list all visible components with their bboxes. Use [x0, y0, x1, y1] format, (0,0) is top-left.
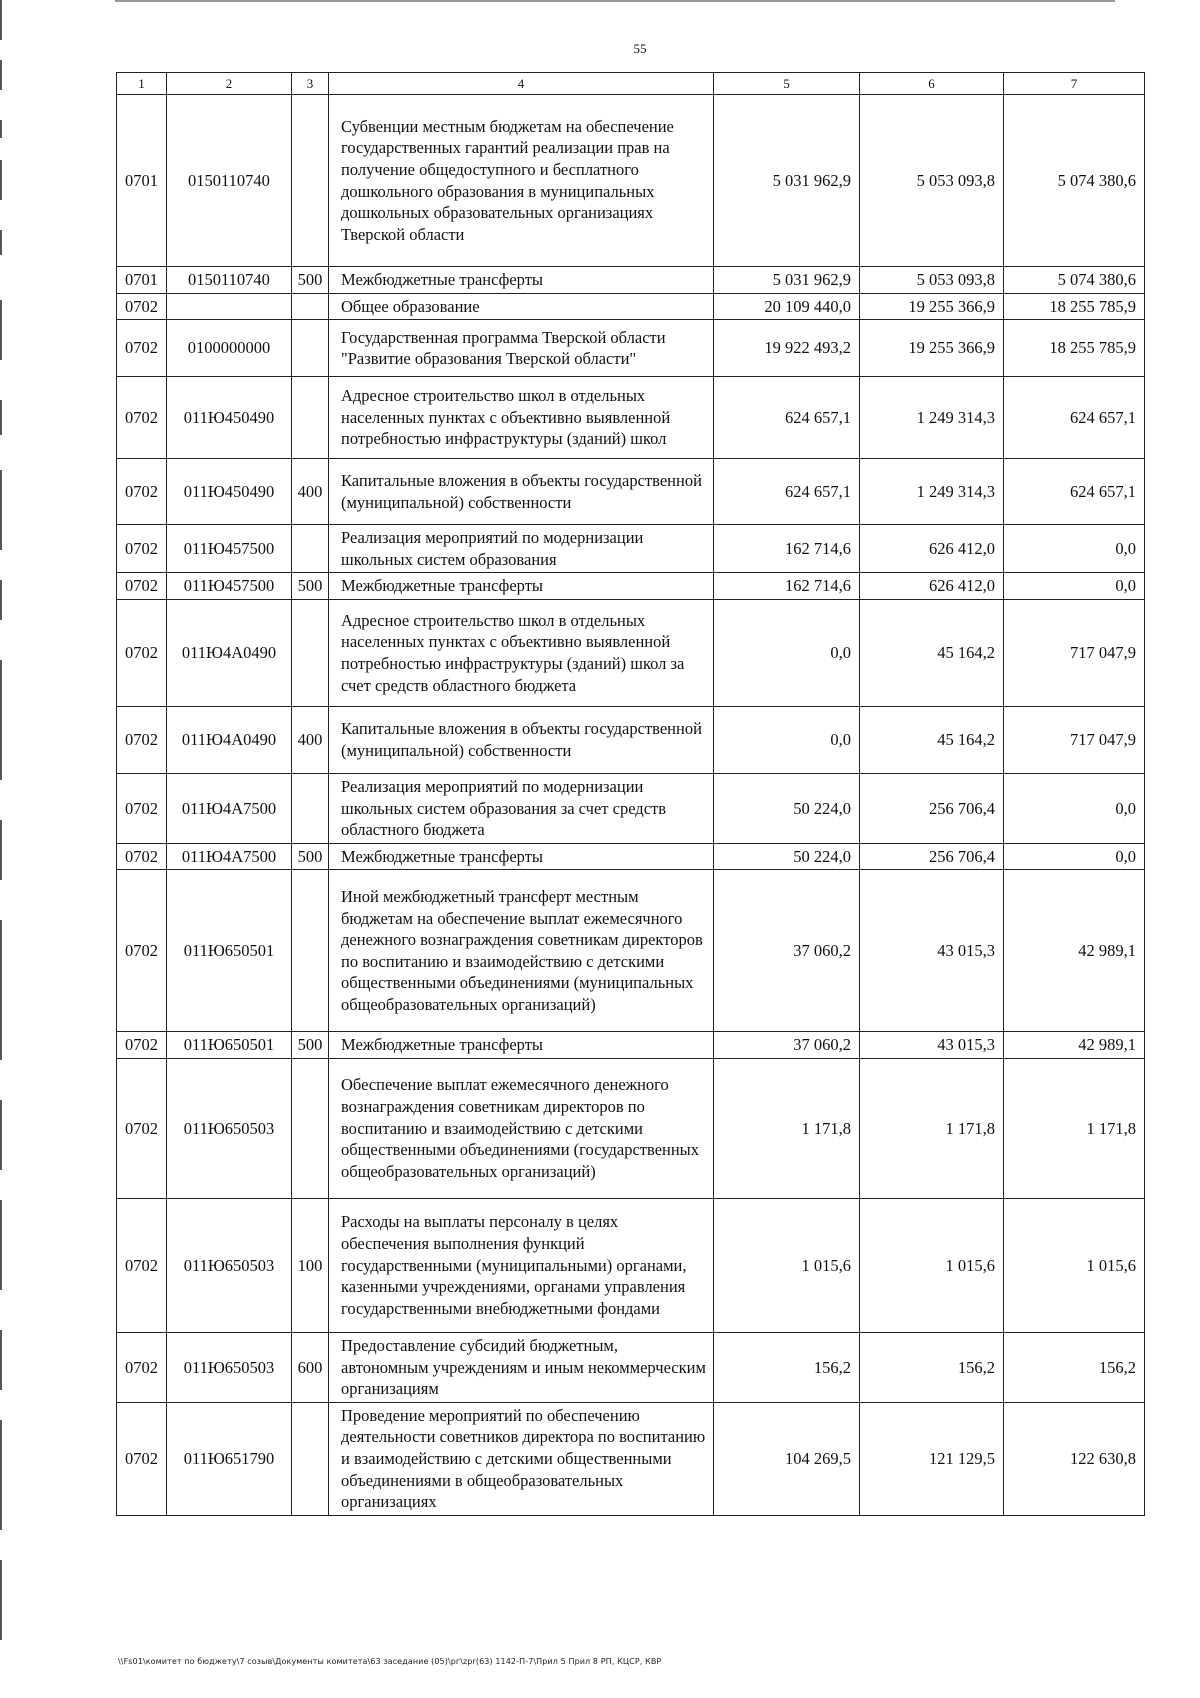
amount-year-3-cell: 1 171,8 — [1004, 1058, 1145, 1198]
expense-type-cell — [292, 870, 329, 1032]
amount-year-2-cell: 19 255 366,9 — [860, 293, 1004, 320]
target-article-cell: 011Ю650503 — [167, 1058, 292, 1198]
amount-year-3-cell: 42 989,1 — [1004, 1032, 1145, 1059]
amount-year-3-cell: 0,0 — [1004, 773, 1145, 843]
section-code-cell: 0702 — [117, 1198, 167, 1332]
scan-edge-dash — [0, 660, 2, 780]
item-name-cell: Обеспечение выплат ежемесячного денежного вознаграждения советникам директоров по воспитанию и взаимодействию с детскими общественными объединениями (государственных общеобразовательных организаций) — [329, 1058, 714, 1198]
amount-year-1-cell: 162 714,6 — [714, 525, 860, 573]
item-name-cell: Предоставление субсидий бюджетным, автономным учреждениям и иным некоммерческим организациям — [329, 1332, 714, 1402]
amount-year-1-cell: 0,0 — [714, 706, 860, 773]
expense-type-cell — [292, 773, 329, 843]
amount-year-1-cell: 1 171,8 — [714, 1058, 860, 1198]
target-article-cell: 011Ю651790 — [167, 1402, 292, 1515]
table-row — [117, 377, 1145, 459]
amount-year-2-cell: 256 706,4 — [860, 843, 1004, 870]
column-number-4: 4 — [329, 73, 714, 95]
amount-year-1-cell: 19 922 493,2 — [714, 320, 860, 377]
amount-year-1-cell: 37 060,2 — [714, 1032, 860, 1059]
section-code-cell: 0702 — [117, 459, 167, 525]
section-code-cell: 0702 — [117, 599, 167, 706]
amount-year-3-cell: 0,0 — [1004, 573, 1145, 600]
target-article-cell: 011Ю4А0490 — [167, 599, 292, 706]
scan-edge-dash — [0, 120, 2, 138]
table-row — [117, 1198, 1145, 1332]
amount-year-1-cell: 20 109 440,0 — [714, 293, 860, 320]
amount-year-1-cell: 0,0 — [714, 599, 860, 706]
amount-year-2-cell: 1 249 314,3 — [860, 459, 1004, 525]
target-article-cell: 011Ю457500 — [167, 573, 292, 600]
item-name-cell: Расходы на выплаты персоналу в целях обеспечения выполнения функций государственными (муниципальными) органами, казенными учреждениями, органами управления государственными внебюджетными фондами — [329, 1198, 714, 1332]
column-number-1: 1 — [117, 73, 167, 95]
amount-year-2-cell: 19 255 366,9 — [860, 320, 1004, 377]
section-code-cell: 0702 — [117, 293, 167, 320]
section-code-cell: 0701 — [117, 267, 167, 294]
table-row — [117, 95, 1145, 267]
target-article-cell: 011Ю4А7500 — [167, 843, 292, 870]
item-name-cell: Иной межбюджетный трансферт местным бюджетам на обеспечение выплат ежемесячного денежного вознаграждения советникам директоров по воспитанию и взаимодействию с детскими общественными объединениями (муниципальных общеобразовательных организаций) — [329, 870, 714, 1032]
scan-edge-dash — [0, 230, 2, 255]
amount-year-3-cell: 5 074 380,6 — [1004, 267, 1145, 294]
scan-edge-dash — [0, 60, 2, 90]
table-row — [117, 267, 1145, 294]
amount-year-2-cell: 1 015,6 — [860, 1198, 1004, 1332]
amount-year-2-cell: 1 249 314,3 — [860, 377, 1004, 459]
expense-type-cell: 400 — [292, 706, 329, 773]
scan-edge-dash — [0, 1100, 2, 1170]
item-name-cell: Субвенции местным бюджетам на обеспечение государственных гарантий реализации прав на получение общедоступного и бесплатного дошкольного образования в муниципальных дошкольных образовательных организациях Тверской области — [329, 95, 714, 267]
expense-type-cell: 500 — [292, 843, 329, 870]
amount-year-2-cell: 43 015,3 — [860, 1032, 1004, 1059]
section-code-cell: 0702 — [117, 843, 167, 870]
table-row — [117, 525, 1145, 573]
expense-type-cell: 600 — [292, 1332, 329, 1402]
item-name-cell: Межбюджетные трансферты — [329, 843, 714, 870]
amount-year-2-cell: 43 015,3 — [860, 870, 1004, 1032]
amount-year-1-cell: 50 224,0 — [714, 773, 860, 843]
section-code-cell: 0702 — [117, 525, 167, 573]
item-name-cell: Межбюджетные трансферты — [329, 573, 714, 600]
column-number-2: 2 — [167, 73, 292, 95]
target-article-cell: 0150110740 — [167, 95, 292, 267]
expense-type-cell: 500 — [292, 573, 329, 600]
target-article-cell: 011Ю457500 — [167, 525, 292, 573]
section-code-cell: 0702 — [117, 870, 167, 1032]
target-article-cell: 011Ю650501 — [167, 1032, 292, 1059]
amount-year-2-cell: 1 171,8 — [860, 1058, 1004, 1198]
scan-edge-line — [115, 0, 1115, 2]
item-name-cell: Межбюджетные трансферты — [329, 267, 714, 294]
item-name-cell: Адресное строительство школ в отдельных населенных пунктах с объективно выявленной потребностью инфраструктуры (зданий) школ — [329, 377, 714, 459]
expense-type-cell: 400 — [292, 459, 329, 525]
amount-year-3-cell: 0,0 — [1004, 525, 1145, 573]
item-name-cell: Адресное строительство школ в отдельных населенных пунктах с объективно выявленной потребностью инфраструктуры (зданий) школ за счет средств областного бюджета — [329, 599, 714, 706]
amount-year-3-cell: 0,0 — [1004, 843, 1145, 870]
target-article-cell: 011Ю4А0490 — [167, 706, 292, 773]
table-row — [117, 1402, 1145, 1515]
scan-edge-dash — [0, 0, 2, 40]
scan-edge-dash — [0, 920, 2, 1060]
table-row — [117, 1058, 1145, 1198]
section-code-cell: 0702 — [117, 1402, 167, 1515]
amount-year-3-cell: 1 015,6 — [1004, 1198, 1145, 1332]
table-row — [117, 1032, 1145, 1059]
scan-edge-dash — [0, 400, 2, 435]
item-name-cell: Государственная программа Тверской области "Развитие образования Тверской области" — [329, 320, 714, 377]
scan-edge-dash — [0, 160, 2, 200]
scan-edge-dash — [0, 470, 2, 550]
target-article-cell — [167, 293, 292, 320]
amount-year-2-cell: 626 412,0 — [860, 525, 1004, 573]
amount-year-1-cell: 156,2 — [714, 1332, 860, 1402]
section-code-cell: 0702 — [117, 1032, 167, 1059]
scan-edge-marks — [0, 0, 3, 1698]
target-article-cell: 011Ю450490 — [167, 459, 292, 525]
section-code-cell: 0702 — [117, 377, 167, 459]
expense-type-cell — [292, 1402, 329, 1515]
item-name-cell: Капитальные вложения в объекты государственной (муниципальной) собственности — [329, 459, 714, 525]
expense-type-cell — [292, 320, 329, 377]
table-row — [117, 773, 1145, 843]
expense-type-cell — [292, 377, 329, 459]
amount-year-1-cell: 5 031 962,9 — [714, 95, 860, 267]
amount-year-3-cell: 5 074 380,6 — [1004, 95, 1145, 267]
amount-year-2-cell: 45 164,2 — [860, 599, 1004, 706]
amount-year-3-cell: 717 047,9 — [1004, 706, 1145, 773]
amount-year-3-cell: 624 657,1 — [1004, 459, 1145, 525]
footer-file-path: \\Fs01\комитет по бюджету\7 созыв\Документы комитета\63 заседание (05)\рг\zpr(63) 1142-П-7\Прил 5 Прил 8 РП, КЦСР, КВР — [118, 1657, 662, 1666]
table-row — [117, 843, 1145, 870]
expense-type-cell: 100 — [292, 1198, 329, 1332]
column-number-3: 3 — [292, 73, 329, 95]
target-article-cell: 0150110740 — [167, 267, 292, 294]
amount-year-1-cell: 50 224,0 — [714, 843, 860, 870]
amount-year-3-cell: 717 047,9 — [1004, 599, 1145, 706]
amount-year-2-cell: 156,2 — [860, 1332, 1004, 1402]
expense-type-cell — [292, 525, 329, 573]
item-name-cell: Проведение мероприятий по обеспечению деятельности советников директора по воспитанию и взаимодействию с детскими общественными объединениями в общеобразовательных организациях — [329, 1402, 714, 1515]
scan-edge-dash — [0, 1200, 2, 1290]
scan-edge-dash — [0, 300, 2, 360]
table-row — [117, 870, 1145, 1032]
expense-type-cell — [292, 293, 329, 320]
section-code-cell: 0702 — [117, 1332, 167, 1402]
amount-year-2-cell: 5 053 093,8 — [860, 95, 1004, 267]
amount-year-3-cell: 156,2 — [1004, 1332, 1145, 1402]
target-article-cell: 011Ю450490 — [167, 377, 292, 459]
amount-year-2-cell: 121 129,5 — [860, 1402, 1004, 1515]
column-number-5: 5 — [714, 73, 860, 95]
column-number-6: 6 — [860, 73, 1004, 95]
item-name-cell: Общее образование — [329, 293, 714, 320]
amount-year-1-cell: 5 031 962,9 — [714, 267, 860, 294]
target-article-cell: 011Ю650503 — [167, 1198, 292, 1332]
table-row — [117, 293, 1145, 320]
column-number-row — [117, 73, 1145, 95]
scan-edge-dash — [0, 1560, 2, 1640]
page-number: 55 — [633, 41, 647, 56]
table-row — [117, 573, 1145, 600]
item-name-cell: Реализация мероприятий по модернизации школьных систем образования за счет средств областного бюджета — [329, 773, 714, 843]
amount-year-1-cell: 1 015,6 — [714, 1198, 860, 1332]
expense-type-cell — [292, 599, 329, 706]
section-code-cell: 0702 — [117, 706, 167, 773]
item-name-cell: Реализация мероприятий по модернизации школьных систем образования — [329, 525, 714, 573]
expense-type-cell — [292, 95, 329, 267]
amount-year-2-cell: 626 412,0 — [860, 573, 1004, 600]
amount-year-1-cell: 624 657,1 — [714, 377, 860, 459]
target-article-cell: 011Ю650503 — [167, 1332, 292, 1402]
section-code-cell: 0702 — [117, 1058, 167, 1198]
amount-year-1-cell: 624 657,1 — [714, 459, 860, 525]
section-code-cell: 0702 — [117, 320, 167, 377]
amount-year-2-cell: 256 706,4 — [860, 773, 1004, 843]
item-name-cell: Капитальные вложения в объекты государственной (муниципальной) собственности — [329, 706, 714, 773]
scan-edge-dash — [0, 1330, 2, 1390]
amount-year-3-cell: 624 657,1 — [1004, 377, 1145, 459]
amount-year-2-cell: 5 053 093,8 — [860, 267, 1004, 294]
scan-edge-dash — [0, 580, 2, 620]
table-row — [117, 459, 1145, 525]
budget-table — [116, 72, 1145, 1516]
section-code-cell: 0702 — [117, 773, 167, 843]
amount-year-3-cell: 42 989,1 — [1004, 870, 1145, 1032]
amount-year-1-cell: 104 269,5 — [714, 1402, 860, 1515]
amount-year-3-cell: 122 630,8 — [1004, 1402, 1145, 1515]
table-row — [117, 1332, 1145, 1402]
amount-year-1-cell: 162 714,6 — [714, 573, 860, 600]
table-row — [117, 599, 1145, 706]
expense-type-cell: 500 — [292, 267, 329, 294]
expense-type-cell — [292, 1058, 329, 1198]
amount-year-3-cell: 18 255 785,9 — [1004, 320, 1145, 377]
table-row — [117, 706, 1145, 773]
expense-type-cell: 500 — [292, 1032, 329, 1059]
target-article-cell: 011Ю4А7500 — [167, 773, 292, 843]
section-code-cell: 0702 — [117, 573, 167, 600]
item-name-cell: Межбюджетные трансферты — [329, 1032, 714, 1059]
scan-edge-dash — [0, 1420, 2, 1530]
scan-edge-dash — [0, 820, 2, 880]
column-number-7: 7 — [1004, 73, 1145, 95]
target-article-cell: 011Ю650501 — [167, 870, 292, 1032]
amount-year-2-cell: 45 164,2 — [860, 706, 1004, 773]
amount-year-1-cell: 37 060,2 — [714, 870, 860, 1032]
target-article-cell: 0100000000 — [167, 320, 292, 377]
section-code-cell: 0701 — [117, 95, 167, 267]
table-row — [117, 320, 1145, 377]
amount-year-3-cell: 18 255 785,9 — [1004, 293, 1145, 320]
